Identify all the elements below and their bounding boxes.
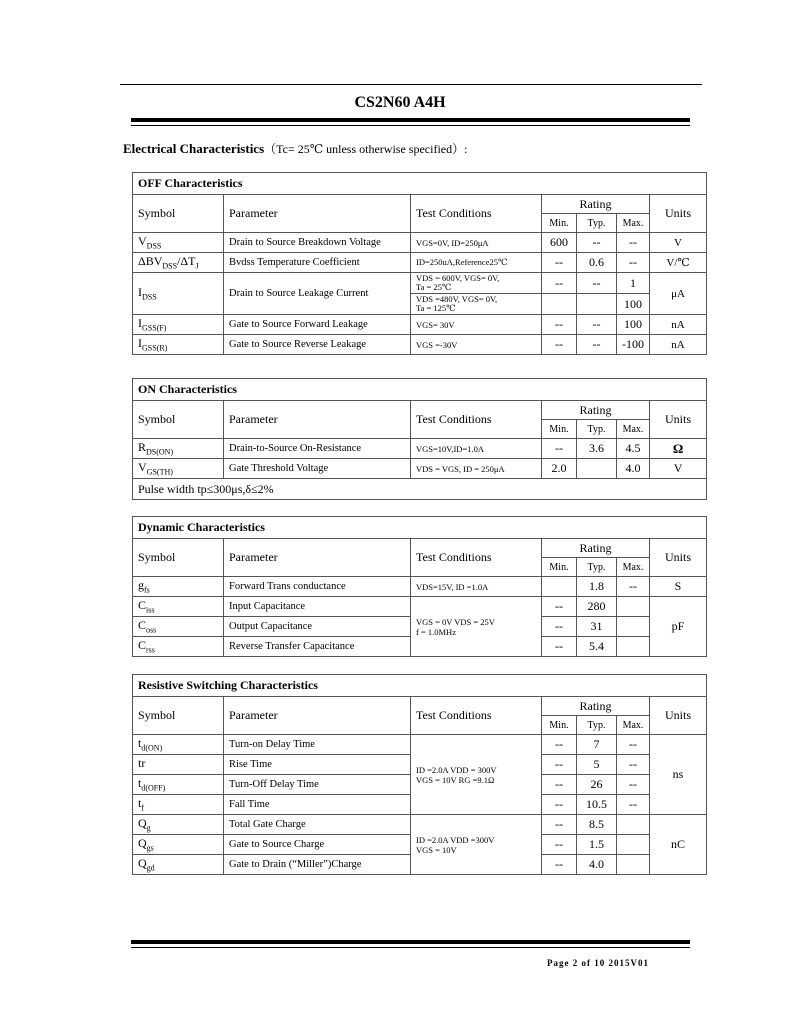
- max-cell: 100: [617, 315, 650, 335]
- parameter-cell: Gate Threshold Voltage: [224, 459, 411, 479]
- max-cell: [617, 597, 650, 617]
- typ-cell: 10.5: [577, 795, 617, 815]
- table-row: [133, 315, 707, 335]
- parameter-cell: Reverse Transfer Capacitance: [224, 637, 411, 657]
- max-cell: 4.0: [617, 459, 650, 479]
- col-rating: Rating: [542, 401, 650, 420]
- header-rule: [120, 84, 702, 85]
- symbol-cell: $V_{GS(TH)}$: [133, 459, 224, 479]
- min-cell: [542, 294, 577, 315]
- col-test-conditions: Test Conditions: [411, 195, 542, 233]
- table-row: [133, 459, 707, 479]
- col-units: Units: [650, 697, 707, 735]
- max-cell: 1: [617, 273, 650, 294]
- parameter-cell: Gate to Source Forward Leakage: [224, 315, 411, 335]
- col-max: Max.: [617, 420, 650, 439]
- off-characteristics-section: [132, 172, 706, 355]
- condition-cell: ID =2.0A VDD = 300V VGS = 10V RG =9.1Ω: [411, 735, 542, 815]
- typ-cell: [577, 294, 617, 315]
- condition-cell: ID=250uA,Reference25℃: [411, 253, 542, 273]
- max-cell: --: [617, 775, 650, 795]
- typ-cell: 31: [577, 617, 617, 637]
- symbol-cell: $R_{DS(ON)}$: [133, 439, 224, 459]
- footer-thin-rule: [131, 947, 690, 948]
- col-max: Max.: [617, 558, 650, 577]
- dynamic-characteristics-section: [132, 516, 706, 657]
- symbol-cell: $g_{fs}$: [133, 577, 224, 597]
- table-row: [133, 577, 707, 597]
- symbol-cell: $\Delta BV_{DSS}/\Delta T_J$: [133, 253, 224, 273]
- unit-cell: μA: [650, 273, 707, 315]
- parameter-cell: Total Gate Charge: [224, 815, 411, 835]
- max-cell: --: [617, 253, 650, 273]
- parameter-cell: Drain-to-Source On-Resistance: [224, 439, 411, 459]
- parameter-cell: Gate to Source Charge: [224, 835, 411, 855]
- symbol-cell: $I_{GSS(F)}$: [133, 315, 224, 335]
- table-row: [133, 335, 707, 355]
- unit-cell: V: [650, 459, 707, 479]
- min-cell: --: [542, 775, 577, 795]
- typ-cell: [577, 459, 617, 479]
- col-test-conditions: Test Conditions: [411, 401, 542, 439]
- col-units: Units: [650, 195, 707, 233]
- symbol-cell: $V_{DSS}$: [133, 233, 224, 253]
- col-parameter: Parameter: [224, 401, 411, 439]
- col-units: Units: [650, 401, 707, 439]
- min-cell: [542, 577, 577, 597]
- title-thick-rule: [131, 118, 690, 122]
- col-min: Min.: [542, 214, 577, 233]
- col-min: Min.: [542, 716, 577, 735]
- symbol-cell: $t_f$: [133, 795, 224, 815]
- section-title: ON Characteristics: [133, 379, 707, 401]
- col-parameter: Parameter: [224, 539, 411, 577]
- min-cell: --: [542, 439, 577, 459]
- max-cell: --: [617, 755, 650, 775]
- parameter-cell: Drain to Source Leakage Current: [224, 273, 411, 315]
- table-row: [133, 253, 707, 273]
- parameter-cell: Turn-Off Delay Time: [224, 775, 411, 795]
- condition-cell: VGS= 30V: [411, 315, 542, 335]
- col-max: Max.: [617, 214, 650, 233]
- col-typ: Typ.: [577, 214, 617, 233]
- section-title: Dynamic Characteristics: [133, 517, 707, 539]
- condition-cell: VGS =-30V: [411, 335, 542, 355]
- col-test-conditions: Test Conditions: [411, 539, 542, 577]
- col-typ: Typ.: [577, 558, 617, 577]
- heading-condition: （Tc= 25℃ unless otherwise specified）:: [264, 142, 468, 156]
- col-rating: Rating: [542, 195, 650, 214]
- on-characteristics-section: [132, 378, 706, 500]
- max-cell: 4.5: [617, 439, 650, 459]
- on-characteristics-table: [132, 378, 707, 500]
- heading-bold: Electrical Characteristics: [123, 141, 265, 156]
- section-title: OFF Characteristics: [133, 173, 707, 195]
- typ-cell: 280: [577, 597, 617, 617]
- col-typ: Typ.: [577, 716, 617, 735]
- table-row: [133, 439, 707, 459]
- pulse-width-note: Pulse width tp≤300μs,δ≤2%: [133, 479, 707, 500]
- switching-characteristics-table: [132, 674, 707, 875]
- max-cell: --: [617, 233, 650, 253]
- unit-cell: V/℃: [650, 253, 707, 273]
- symbol-cell: tr: [133, 755, 224, 775]
- typ-cell: 5: [577, 755, 617, 775]
- condition-cell: VDS =480V, VGS= 0V, Ta = 125℃: [411, 294, 542, 315]
- parameter-cell: Drain to Source Breakdown Voltage: [224, 233, 411, 253]
- typ-cell: 5.4: [577, 637, 617, 657]
- min-cell: --: [542, 597, 577, 617]
- title-thin-rule: [131, 125, 690, 126]
- col-max: Max.: [617, 716, 650, 735]
- col-symbol: Symbol: [133, 697, 224, 735]
- typ-cell: --: [577, 315, 617, 335]
- condition-cell: VGS=0V, ID=250μA: [411, 233, 542, 253]
- col-symbol: Symbol: [133, 195, 224, 233]
- parameter-cell: Gate to Drain (“Miller”)Charge: [224, 855, 411, 875]
- table-row: [133, 597, 707, 617]
- typ-cell: --: [577, 233, 617, 253]
- typ-cell: --: [577, 335, 617, 355]
- col-units: Units: [650, 539, 707, 577]
- min-cell: --: [542, 815, 577, 835]
- min-cell: --: [542, 253, 577, 273]
- symbol-cell: $I_{DSS}$: [133, 273, 224, 315]
- max-cell: 100: [617, 294, 650, 315]
- min-cell: --: [542, 835, 577, 855]
- parameter-cell: Input Capacitance: [224, 597, 411, 617]
- min-cell: --: [542, 795, 577, 815]
- typ-cell: 1.5: [577, 835, 617, 855]
- col-parameter: Parameter: [224, 697, 411, 735]
- col-test-conditions: Test Conditions: [411, 697, 542, 735]
- typ-cell: 1.8: [577, 577, 617, 597]
- symbol-cell: $t_{d(ON)}$: [133, 735, 224, 755]
- footer-thick-rule: [131, 940, 690, 944]
- max-cell: --: [617, 795, 650, 815]
- typ-cell: 8.5: [577, 815, 617, 835]
- max-cell: --: [617, 735, 650, 755]
- table-row: [133, 735, 707, 755]
- parameter-cell: Turn-on Delay Time: [224, 735, 411, 755]
- unit-cell: S: [650, 577, 707, 597]
- page-number: Page 2 of 10 2015V01: [547, 958, 649, 968]
- document-title: CS2N60 A4H: [354, 94, 446, 111]
- unit-cell: nA: [650, 335, 707, 355]
- max-cell: --: [617, 577, 650, 597]
- condition-cell: VDS = 600V, VGS= 0V, Ta = 25℃: [411, 273, 542, 294]
- col-rating: Rating: [542, 539, 650, 558]
- typ-cell: 4.0: [577, 855, 617, 875]
- parameter-cell: Bvdss Temperature Coefficient: [224, 253, 411, 273]
- parameter-cell: Forward Trans conductance: [224, 577, 411, 597]
- symbol-cell: $Q_{gs}$: [133, 835, 224, 855]
- max-cell: [617, 637, 650, 657]
- min-cell: --: [542, 617, 577, 637]
- typ-cell: --: [577, 273, 617, 294]
- condition-cell: VDS=15V, ID =1.0A: [411, 577, 542, 597]
- min-cell: --: [542, 755, 577, 775]
- symbol-cell: $Q_g$: [133, 815, 224, 835]
- min-cell: --: [542, 735, 577, 755]
- typ-cell: 3.6: [577, 439, 617, 459]
- table-row: [133, 233, 707, 253]
- min-cell: 600: [542, 233, 577, 253]
- symbol-cell: $C_{rss}$: [133, 637, 224, 657]
- off-characteristics-table: [132, 172, 707, 355]
- switching-characteristics-section: [132, 674, 706, 875]
- typ-cell: 0.6: [577, 253, 617, 273]
- min-cell: --: [542, 335, 577, 355]
- symbol-cell: $Q_{gd}$: [133, 855, 224, 875]
- col-min: Min.: [542, 558, 577, 577]
- col-typ: Typ.: [577, 420, 617, 439]
- col-parameter: Parameter: [224, 195, 411, 233]
- unit-cell: pF: [650, 597, 707, 657]
- min-cell: 2.0: [542, 459, 577, 479]
- max-cell: [617, 855, 650, 875]
- min-cell: --: [542, 855, 577, 875]
- symbol-cell: $C_{oss}$: [133, 617, 224, 637]
- condition-cell: VGS=10V,ID=1.0A: [411, 439, 542, 459]
- symbol-cell: $C_{iss}$: [133, 597, 224, 617]
- max-cell: [617, 815, 650, 835]
- unit-cell: Ω: [650, 439, 707, 459]
- col-rating: Rating: [542, 697, 650, 716]
- condition-cell: ID =2.0A VDD =300V VGS = 10V: [411, 815, 542, 875]
- typ-cell: 7: [577, 735, 617, 755]
- typ-cell: 26: [577, 775, 617, 795]
- col-symbol: Symbol: [133, 401, 224, 439]
- parameter-cell: Rise Time: [224, 755, 411, 775]
- symbol-cell: $t_{d(OFF)}$: [133, 775, 224, 795]
- dynamic-characteristics-table: [132, 516, 707, 657]
- col-symbol: Symbol: [133, 539, 224, 577]
- unit-cell: ns: [650, 735, 707, 815]
- col-min: Min.: [542, 420, 577, 439]
- electrical-characteristics-heading: [123, 140, 467, 157]
- min-cell: --: [542, 637, 577, 657]
- condition-cell: VDS = VGS, ID = 250μA: [411, 459, 542, 479]
- min-cell: --: [542, 315, 577, 335]
- table-row: [133, 815, 707, 835]
- parameter-cell: Gate to Source Reverse Leakage: [224, 335, 411, 355]
- table-row: [133, 273, 707, 294]
- parameter-cell: Fall Time: [224, 795, 411, 815]
- section-title: Resistive Switching Characteristics: [133, 675, 707, 697]
- min-cell: --: [542, 273, 577, 294]
- symbol-cell: $I_{GSS(R)}$: [133, 335, 224, 355]
- unit-cell: nC: [650, 815, 707, 875]
- max-cell: [617, 617, 650, 637]
- max-cell: [617, 835, 650, 855]
- condition-cell: VGS = 0V VDS = 25V f = 1.0MHz: [411, 597, 542, 657]
- unit-cell: V: [650, 233, 707, 253]
- max-cell: -100: [617, 335, 650, 355]
- parameter-cell: Output Capacitance: [224, 617, 411, 637]
- unit-cell: nA: [650, 315, 707, 335]
